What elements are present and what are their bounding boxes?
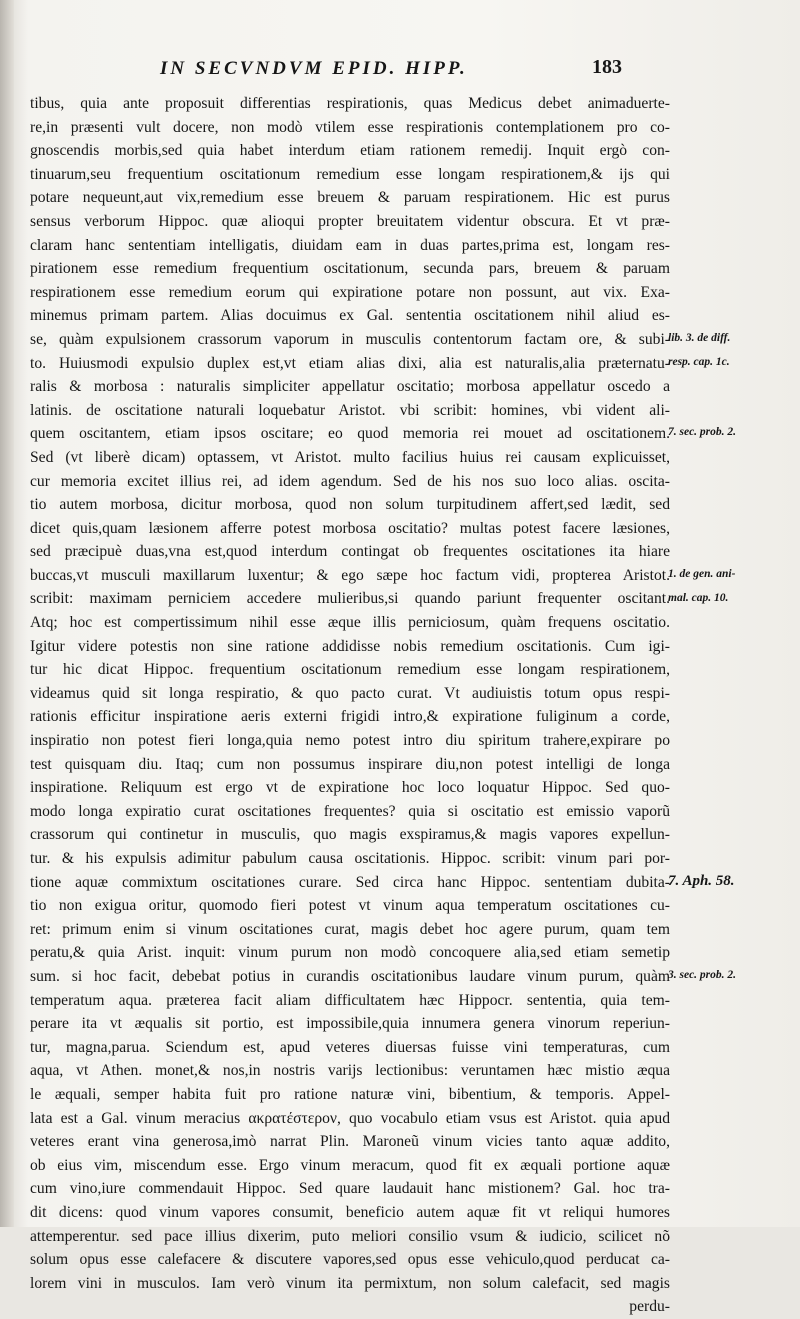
- text-line: tio non exigua oritur, quomodo fieri potest vt vinum aqua temperatum oscitationes cu-: [30, 897, 670, 915]
- text-line: tur, magna,parua. Sciendum est, apud veteres diuersas fuisse vini temperaturas, cum: [30, 1038, 670, 1056]
- text-line: le æquali, semper habita fuit pro ratione naturæ vini, bibentium, & temporis. Appel-: [30, 1085, 670, 1103]
- text-line: solum opus esse calefacere & discutere vapores,sed opus esse vehiculo,quod perducat ca-: [30, 1251, 670, 1269]
- text-line: rationis efficitur inspiratione aeris externi frigidi intro,& expiratione fuliginum a corde,: [30, 708, 670, 726]
- text-line: respirationem esse remedium eorum qui expiratione potare non possunt, aut vix. Exa-: [30, 283, 670, 301]
- text-line: minemus primam partem. Alias docuimus ex Gal. sententia oscitationem nihil aliud es-: [30, 307, 670, 325]
- text-line: crassorum qui continetur in musculis, quo magis exspiramus,& magis vapores expellun-: [30, 826, 670, 844]
- text-line: tinuarum,seu frequentium oscitationum remedium esse longam respirationem,& ijs qui: [30, 165, 670, 183]
- marginal-notes: [668, 0, 798, 1227]
- text-line: tur. & his expulsis adimitur pabulum causa oscitationis. Hippoc. scribit: vinum pari por-: [30, 850, 670, 867]
- running-head-title: IN SECVNDVM EPID. HIPP.: [160, 58, 468, 79]
- text-line: inspiratio non potest fieri longa,quia nemo potest intro diu spiritum trahere,expirare po: [30, 732, 670, 750]
- text-line: to. Huiusmodi expulsio duplex est,vt etiam alias dixi, alia est naturalis,alia præternatu-: [30, 354, 670, 372]
- text-line: ob eius vim, miscendum esse. Ergo vinum meracum, quod fit ex æquali portione aquæ: [30, 1156, 670, 1174]
- text-line: temperatum aqua. præterea facit aliam difficultatem hæc Hippocr. sententia, quia tem-: [30, 991, 670, 1009]
- text-line: ret: primum enim si vinum oscitationes curat, magis debet hoc agere purum, quam tem: [30, 920, 670, 938]
- marginal-note: lib. 3. de diff.: [668, 332, 731, 344]
- text-line: Atq; hoc est compertissimum nihil esse æque illis perniciosum, quàm frequens oscitatio.: [30, 614, 670, 632]
- text-line: cum vino,iure commendauit Hippoc. Sed quare laudauit hanc mistionem? Gal. hoc tra-: [30, 1180, 670, 1198]
- text-line: videamus quid sit longa respiratio, & quo pacto curat. Vt audiuistis totum opus respi-: [30, 684, 670, 702]
- text-line: inspiratione. Reliquum est ergo vt de expiratione hoc loco loquatur Hippoc. Sed quo-: [30, 779, 670, 797]
- text-line: aqua, vt Athen. monet,& nos,in nostris varijs lectionibus: veruntamen hæc mistio æqua: [30, 1062, 670, 1080]
- text-line: Igitur videre potestis non sine ratione addidisse nobis remedium oscitationis. Cum igi-: [30, 637, 670, 655]
- marginal-note: mal. cap. 10.: [668, 591, 729, 604]
- text-line: Sed (vt liberè dicam) optassem, vt Aristot. multo facilius huius rei causam explicuisset,: [30, 448, 670, 466]
- text-line: potare nequeunt,aut vix,remedium esse breuem & paruam respirationem. Hic est purus: [30, 189, 670, 207]
- text-line: modo longa expiratio curat oscitationes frequentes? quia si oscitatio est emissio vaporũ: [30, 802, 670, 820]
- text-line: claram hanc sententiam intelligatis, diuidam eam in duas partes,prima est, longam res-: [30, 236, 670, 254]
- text-line: pirationem esse remedium frequentium oscitationum, secunda pars, breuem & paruam: [30, 260, 670, 278]
- text-line: dit dicens: quod vinum vapores consumit, beneficio autem aquæ fit vt reliqui humores: [30, 1203, 670, 1221]
- text-line: sum. si hoc facit, debebat potius in curandis oscitationibus laudare vinum purum, quàm: [30, 967, 670, 985]
- page-number: 183: [592, 56, 622, 78]
- text-line: ralis & morbosa : naturalis simpliciter appellatur oscitatio; morbosa appellatur oscedo a: [30, 378, 670, 396]
- text-line: lata est a Gal. vinum meracius ακρατέστερον, quo vocabulo etiam vsus est Aristot. quia apud: [30, 1109, 670, 1127]
- text-line: latinis. de oscitatione naturali loquebatur Aristot. vbi scribit: homines, vbi vident ali-: [30, 401, 670, 419]
- text-line: cur memoria excitet illius rei, ad idem agendum. Sed de his nos suo loco alias. oscita-: [30, 472, 670, 490]
- text-line: tibus, quia ante proposuit differentias respirationis, quas Medicus debet animaduerte-: [30, 95, 670, 112]
- text-line: tur hic dicat Hippoc. frequentium oscitationum remedium esse longam respirationem,: [30, 661, 670, 679]
- text-line: re,in præsenti vult docere, non modò vtilem esse respirationis contemplationem pro co-: [30, 118, 670, 136]
- text-line: buccas,vt musculi maxillarum luxentur; & ego sæpe hoc factum vidi, propterea Aristot.: [30, 566, 670, 584]
- marginal-note: resp. cap. 1c.: [668, 355, 730, 368]
- text-line: sed præcipuè duas,vna est,quod interdum contingat ob frequentes oscitationes ita hiare: [30, 543, 670, 561]
- text-line: test quisquam diu. Itaq; cum non possumus inspirare diu,non potest intelligi de longa: [30, 755, 670, 773]
- text-line: dicet quis,quam læsionem afferre potest morbosa oscitatio? multas potest facere læsiones,: [30, 519, 670, 537]
- marginal-note: 3. sec. prob. 2.: [668, 969, 737, 982]
- marginal-note: 1. de gen. ani-: [668, 568, 736, 580]
- text-line: perare ita vt æqualis sit portio, est impossibile,quia innumera genera vinorum reperiun-: [30, 1015, 670, 1033]
- text-line: perdu-: [629, 1298, 670, 1316]
- marginal-note: 7. Aph. 58.: [668, 872, 735, 889]
- body-text: [30, 92, 670, 1319]
- text-line: veteres erant vina generosa,imò narrat Plin. Maroneũ vinum vicies tanto aquæ addito,: [30, 1133, 670, 1151]
- text-line: attemperentur. sed pace illius dixerim, puto meliori consilio vsum & iudicio, scilicet nõ: [30, 1227, 670, 1245]
- text-line: lorem vini in musculos. Iam verò vinum ita permixtum, non solum calefacit, sed magis: [30, 1274, 670, 1292]
- text-line: tione aquæ commixtum oscitationes curare. Sed circa hanc Hippoc. sententiam dubita-: [30, 873, 670, 891]
- text-line: sensus verborum Hippoc. quæ alioqui propter breuitatem videntur obscura. Et vt præ-: [30, 212, 670, 230]
- text-line: quem oscitantem, etiam ipsos oscitare; eo quod memoria rei mouet ad oscitationem.: [30, 425, 670, 443]
- marginal-note: 7. sec. prob. 2.: [668, 426, 737, 439]
- text-line: tio autem morbosa, dicitur morbosa, quod non solum turpitudinem affert,sed lædit, sed: [30, 496, 670, 514]
- text-line: gnoscendis morbis,sed quia habet interdum etiam rationem remedij. Inquit ergò con-: [30, 142, 670, 160]
- binding-gutter: [0, 0, 14, 1227]
- text-line: scribit: maximam perniciem accedere mulieribus,si quando pariunt frequenter oscitant.: [30, 590, 670, 608]
- text-line: peratu,& quia Arist. inquit: vinum purum non modò concoquere alia,sed etiam semetip: [30, 944, 670, 962]
- text-line: se, quàm expulsionem crassorum vaporum in musculis contentorum factam ore, & subi-: [30, 330, 670, 348]
